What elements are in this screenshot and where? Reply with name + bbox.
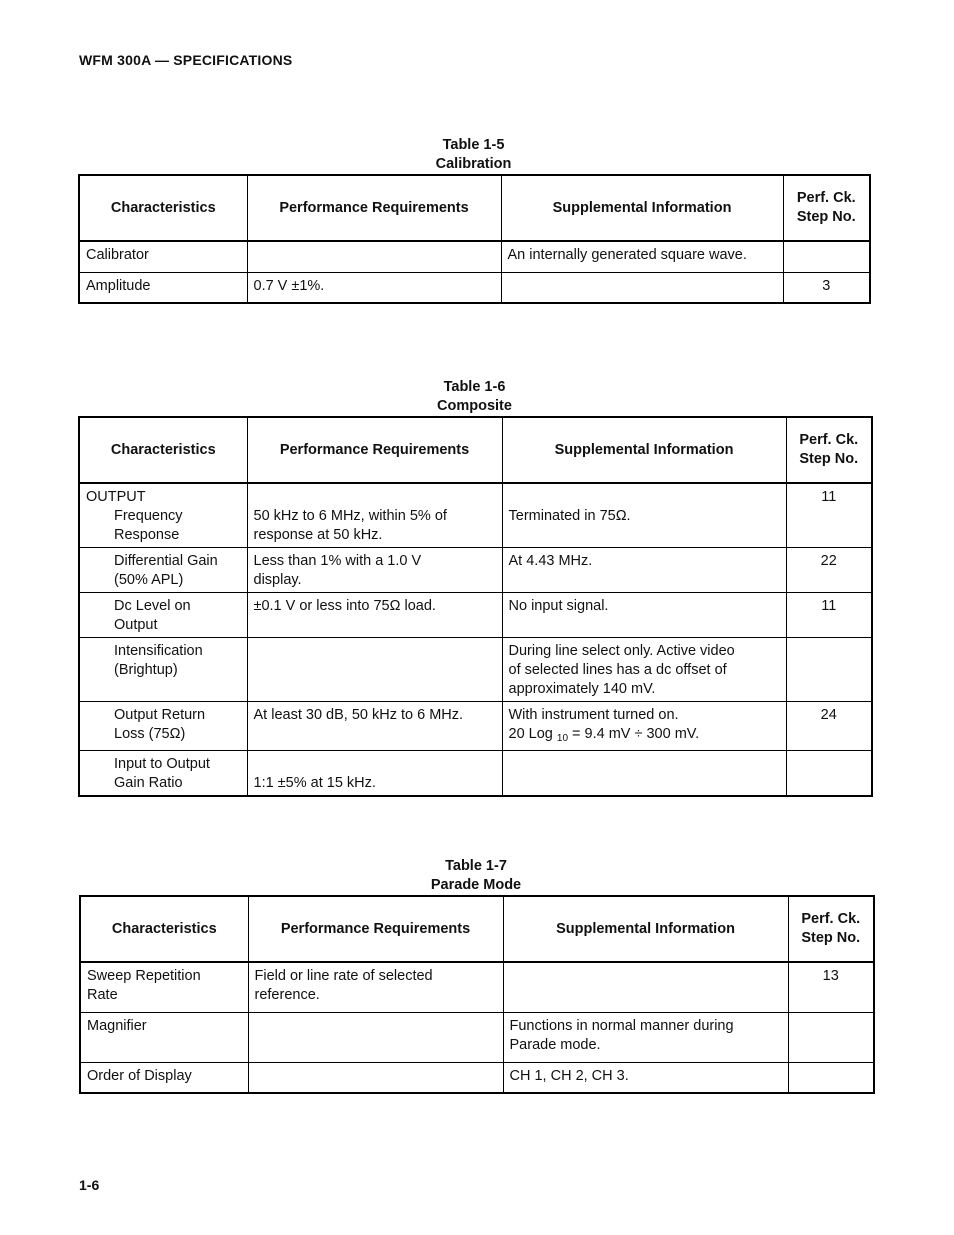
cell-supplemental: [502, 751, 786, 797]
header-performance: Performance Requirements: [247, 417, 502, 483]
table-row: [79, 272, 870, 303]
char-line: Response: [114, 527, 180, 543]
char-line: (Brightup): [114, 662, 178, 678]
header-supplemental: Supplemental Information: [503, 896, 788, 962]
cell-performance: [247, 483, 502, 548]
cell-supplemental: [502, 638, 786, 702]
header-characteristics: Characteristics: [79, 175, 247, 241]
table-row: [79, 241, 870, 272]
char-line: Output Return: [114, 707, 206, 723]
cell-performance: [248, 962, 503, 1012]
char-line: (50% APL): [114, 572, 184, 588]
cell-performance: [247, 548, 502, 593]
char-line: Frequency: [114, 508, 183, 524]
table-1-6-number: Table 1-6: [443, 379, 506, 395]
table-1-5-number: Table 1-5: [442, 137, 505, 153]
cell-characteristic: Amplitude: [79, 272, 247, 303]
cell-characteristic: [80, 962, 248, 1012]
header-performance: Performance Requirements: [248, 896, 503, 962]
header-characteristics: Characteristics: [79, 417, 247, 483]
table-row: [79, 638, 872, 702]
cell-characteristic: Calibrator: [79, 241, 247, 272]
table-1-6-block: [78, 378, 871, 797]
cell-supplemental: An internally generated square wave.: [501, 241, 783, 272]
cell-characteristic: [79, 638, 247, 702]
perf-line: 1:1 ±5% at 15 kHz.: [253, 775, 376, 791]
header-step-line2: Step No.: [799, 451, 859, 467]
perf-line: response at 50 kHz.: [253, 527, 383, 543]
cell-step: 24: [786, 702, 872, 751]
cell-performance: 0.7 V ±1%.: [247, 272, 501, 303]
cell-step: [783, 241, 870, 272]
char-line: Differential Gain: [114, 553, 218, 569]
cell-characteristic: [79, 593, 247, 638]
char-line: Intensification: [114, 643, 203, 659]
cell-characteristic: [79, 751, 247, 797]
table-row: [79, 593, 872, 638]
cell-supplemental: [502, 702, 786, 751]
cell-supplemental: [502, 483, 786, 548]
table-1-7-number: Table 1-7: [445, 858, 507, 874]
cell-supplemental: [503, 962, 788, 1012]
perf-line: 50 kHz to 6 MHz, within 5% of: [253, 508, 447, 524]
perf-line: Less than 1% with a 1.0 V: [253, 553, 422, 569]
cell-step: 11: [786, 483, 872, 548]
cell-performance: ±0.1 V or less into 75Ω load.: [247, 593, 502, 638]
cell-supplemental: [501, 272, 783, 303]
header-performance: Performance Requirements: [247, 175, 501, 241]
formula-part: 20 Log: [508, 726, 557, 742]
char-line: Loss (75Ω): [114, 726, 186, 742]
header-step: [788, 896, 874, 962]
supp-line: of selected lines has a dc offset of: [508, 662, 727, 678]
perf-line: Field or line rate of selected: [254, 968, 433, 984]
cell-characteristic: [79, 548, 247, 593]
supp-line: Functions in normal manner during: [509, 1017, 734, 1034]
table-1-5-title: Calibration: [435, 156, 512, 172]
table-1-7-block: [79, 857, 873, 1094]
cell-step: [786, 751, 872, 797]
header-step-line2: Step No.: [801, 930, 861, 946]
cell-performance: [248, 1012, 503, 1062]
table-row: [79, 751, 872, 797]
cell-step: [786, 638, 872, 702]
header-supplemental: Supplemental Information: [501, 175, 783, 241]
perf-line: display.: [253, 572, 302, 588]
supp-formula: [509, 725, 780, 748]
cell-step: [788, 1062, 874, 1093]
header-row: [79, 175, 870, 241]
table-row: [79, 483, 872, 548]
cell-performance: [247, 638, 502, 702]
formula-part: = 9.4 mV ÷ 300 mV.: [568, 726, 700, 742]
cell-supplemental: [503, 1012, 788, 1062]
table-1-5-block: [78, 136, 869, 304]
header-supplemental: Supplemental Information: [502, 417, 786, 483]
char-group: OUTPUT: [86, 489, 146, 505]
table-1-6-title: Composite: [437, 398, 512, 414]
cell-performance: [248, 1062, 503, 1093]
header-step-line2: Step No.: [796, 209, 856, 225]
cell-performance: [247, 751, 502, 797]
supp-line: During line select only. Active video: [508, 643, 735, 659]
table-1-7-title: Parade Mode: [430, 877, 522, 893]
cell-supplemental: No input signal.: [502, 593, 786, 638]
cell-step: [788, 1012, 874, 1062]
table-row: [80, 1062, 874, 1093]
cell-supplemental: At 4.43 MHz.: [502, 548, 786, 593]
cell-performance: At least 30 dB, 50 kHz to 6 MHz.: [247, 702, 502, 751]
supp-line: With instrument turned on.: [508, 707, 679, 723]
parade-mode-table: [79, 895, 875, 1094]
char-line: Output: [114, 617, 158, 633]
page-number: 1-6: [79, 1177, 100, 1193]
header-step: [786, 417, 872, 483]
header-step-line1: Perf. Ck.: [801, 911, 861, 927]
running-head: WFM 300A — SPECIFICATIONS: [79, 52, 293, 68]
perf-line: reference.: [254, 987, 320, 1003]
header-row: [79, 417, 872, 483]
table-row: [80, 1012, 874, 1062]
cell-performance: [247, 241, 501, 272]
cell-step: 22: [786, 548, 872, 593]
header-row: [80, 896, 874, 962]
char-line: Gain Ratio: [114, 775, 183, 791]
table-row: [79, 548, 872, 593]
header-step-line1: Perf. Ck.: [799, 432, 859, 448]
char-line: Sweep Repetition: [87, 968, 201, 984]
table-row: [79, 702, 872, 751]
supp-line: Parade mode.: [509, 1036, 601, 1053]
header-step-line1: Perf. Ck.: [796, 190, 856, 206]
composite-table: [78, 416, 873, 797]
supp-line: Terminated in 75Ω.: [508, 508, 631, 524]
cell-step: 13: [788, 962, 874, 1012]
header-characteristics: Characteristics: [80, 896, 248, 962]
cell-supplemental: CH 1, CH 2, CH 3.: [503, 1062, 788, 1093]
formula-subscript: 10: [556, 733, 569, 744]
cell-step: 3: [783, 272, 870, 303]
char-line: Rate: [87, 987, 118, 1003]
calibration-table: [78, 174, 871, 304]
char-line: Input to Output: [114, 756, 210, 772]
supp-line: approximately 140 mV.: [508, 681, 656, 697]
cell-characteristic: [79, 702, 247, 751]
cell-characteristic: Order of Display: [80, 1062, 248, 1093]
cell-characteristic: Magnifier: [80, 1012, 248, 1062]
cell-characteristic: [79, 483, 247, 548]
header-step: [783, 175, 870, 241]
char-line: Dc Level on: [114, 598, 191, 614]
cell-step: 11: [786, 593, 872, 638]
table-row: [80, 962, 874, 1012]
